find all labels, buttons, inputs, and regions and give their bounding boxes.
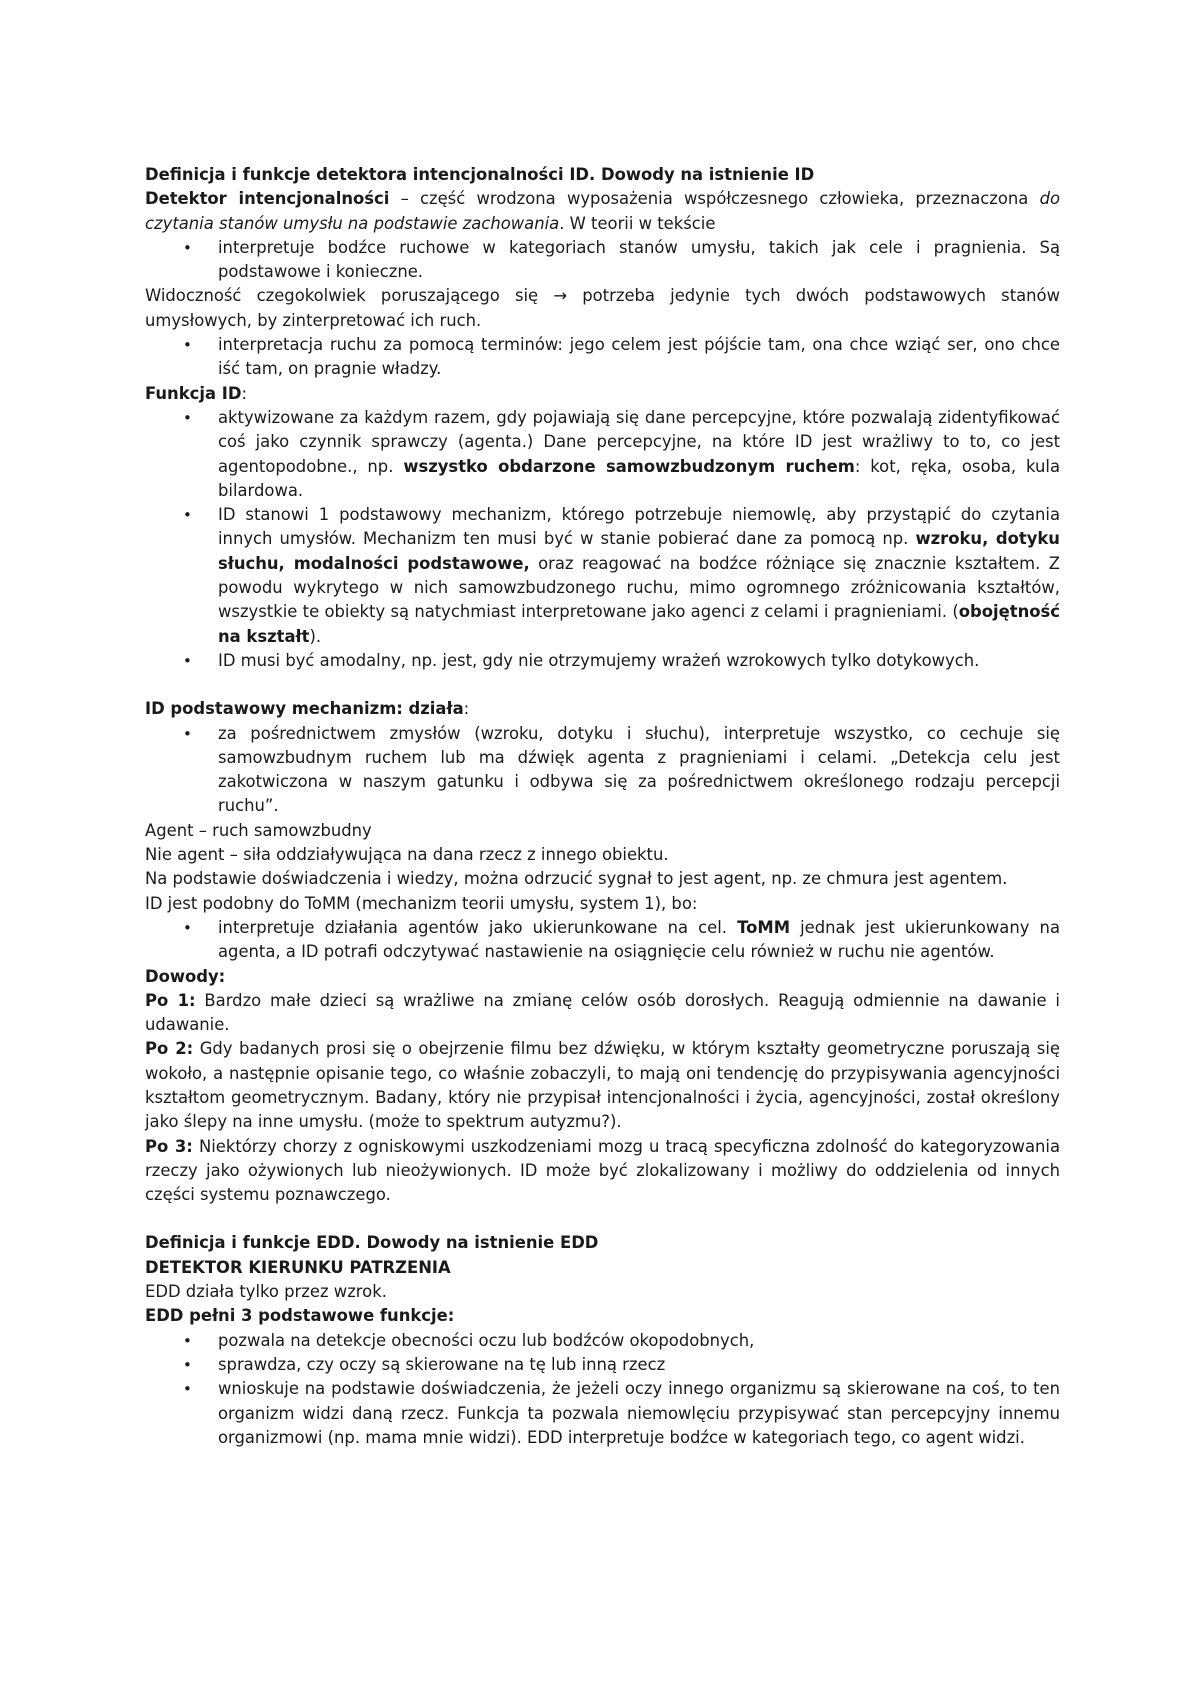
function-list <box>145 406 1060 673</box>
list-item: • interpretacja ruchu za pomocą terminów: jego celem jest pójście tam, ona chce wziąć ser, ono chce iść tam, on pragnie władzy. <box>145 333 1060 382</box>
definition-list <box>145 236 1060 285</box>
list-item: • sprawdza, czy oczy są skierowane na tę lub inną rzecz <box>145 1353 1060 1377</box>
proof-2: Po 2: Gdy badanych prosi się o obejrzenie filmu bez dźwięku, w którym kształty geometryczne poruszają się wokoło, a następnie opisanie tego, co właśnie zobaczyli, to mają oni tendencję do przypisywania agencyjności kształtom geometrycznym. Badany, który nie przypisał intencjonalności i życia, agencyjności, został określony jako ślepy na inne umysłu. (może to spektrum autyzmu?). <box>145 1039 1060 1132</box>
spacer <box>145 673 1060 697</box>
visibility-paragraph: Widoczność czegokolwiek poruszającego się → potrzeba jedynie tych dwóch podstawowych stanów umysłowych, by zinterpretować ich ruch. <box>145 286 1060 330</box>
tomm-list <box>145 916 1060 965</box>
arrow-right-icon: → <box>553 286 568 306</box>
section-subheading: DETEKTOR KIERUNKU PATRZENIA <box>145 1257 451 1277</box>
section-heading-edd: Definicja i funkcje EDD. Dowody na istnienie EDD <box>145 1233 599 1253</box>
edd-intro: EDD działa tylko przez wzrok. <box>145 1282 387 1302</box>
edd-function-title: EDD pełni 3 podstawowe funkcje: <box>145 1306 455 1326</box>
list-item: • ID musi być amodalny, np. jest, gdy nie otrzymujemy wrażeń wzrokowych tylko dotykowych. <box>145 649 1060 673</box>
definition-term: Detektor intencjonalności <box>145 189 390 209</box>
experience-paragraph: Na podstawie doświadczenia i wiedzy, można odrzucić sygnał to jest agent, np. ze chmura jest agentem. <box>145 869 1008 889</box>
list-item: • pozwala na detekcje obecności oczu lub bodźców okopodobnych, <box>145 1329 1060 1353</box>
spacer <box>145 1207 1060 1231</box>
edd-function-list <box>145 1329 1060 1450</box>
list-item: • wnioskuje na podstawie doświadczenia, że jeżeli oczy innego organizmu są skierowane na coś, to ten organizm widzi daną rzecz. Funkcja ta pozwala niemowlęciu przypisywać stan percepcyjny innemu organizmowi (np. mama mnie widzi). EDD interpretuje bodźce w kategoriach tego, co agent widzi. <box>145 1377 1060 1450</box>
section-heading-id: Definicja i funkcje detektora intencjonalności ID. Dowody na istnienie ID <box>145 165 815 184</box>
list-item: • ID stanowi 1 podstawowy mechanizm, którego potrzebuje niemowlę, aby przystąpić do czytania innych umysłów. Mechanizm ten musi być w stanie pobierać dane za pomocą np. wzroku, dotyku słuchu, modalności podstawowe, oraz reagować na bodźce różniące się znacznie kształtem. Z powodu wykrytego w nich samowzbudzonego ruchu, mimo ogromnego zróżnicowania kształtów, wszystkie te obiekty są natychmiast interpretowane jako agenci z celami i pragnieniami. (obojętność na kształt). <box>145 503 1060 649</box>
definition-paragraph: Detektor intencjonalności – część wrodzona wyposażenia współczesnego człowieka, przeznaczona do czytania stanów umysłu na podstawie zachowania. W teorii w tekście <box>145 189 1060 233</box>
definition-italic: do czytania stanów umysłu na podstawie zachowania <box>145 189 1060 233</box>
tomm-paragraph: ID jest podobny do ToMM (mechanizm teorii umysłu, system 1), bo: <box>145 893 698 913</box>
mechanism-title: ID podstawowy mechanizm: działa: <box>145 699 470 719</box>
function-title: Funkcja ID: <box>145 383 247 403</box>
list-item: • za pośrednictwem zmysłów (wzroku, dotyku i słuchu), interpretuje wszystko, co cechuje się samowzbudnym ruchem lub ma dźwięk agenta z pragnieniami i celami. „Detekcja celu jest zakotwiczona w naszym gatunku i odbywa się za pośrednictwem określonego rodzaju percepcji ruchu”. <box>145 722 1060 819</box>
agent-line: Agent – ruch samowzbudny <box>145 820 372 840</box>
document-page <box>145 163 1060 1450</box>
list-item: • aktywizowane za każdym razem, gdy pojawiają się dane percepcyjne, które pozwalają zidentyfikować coś jako czynnik sprawczy (agenta.) Dane percepcyjne, na które ID jest wrażliwy to to, co jest agentopodobne., np. wszystko obdarzone samowzbudzonym ruchem: kot, ręka, osoba, kula bilardowa. <box>145 406 1060 503</box>
proof-1: Po 1: Bardzo małe dzieci są wrażliwe na zmianę celów osób dorosłych. Reagują odmiennie na dawanie i udawanie. <box>145 990 1060 1035</box>
non-agent-line: Nie agent – siła oddziaływująca na dana rzecz z innego obiektu. <box>145 845 669 865</box>
proof-3: Po 3: Niektórzy chorzy z ogniskowymi uszkodzeniami mozg u tracą specyficzna zdolność do kategoryzowania rzeczy jako ożywionych lub nieożywionych. ID może być zlokalizowany i możliwy do oddzielenia od innych części systemu poznawczego. <box>145 1136 1060 1205</box>
proofs-title: Dowody: <box>145 966 226 986</box>
mechanism-list <box>145 722 1060 819</box>
list-item: • interpretuje bodźce ruchowe w kategoriach stanów umysłu, takich jak cele i pragnienia. Są podstawowe i konieczne. <box>145 236 1060 285</box>
interpretation-list <box>145 333 1060 382</box>
list-item: • interpretuje działania agentów jako ukierunkowane na cel. ToMM jednak jest ukierunkowany na agenta, a ID potrafi odczytywać nastawienie na osiągnięcie celu również w ruchu nie agentów. <box>145 916 1060 965</box>
